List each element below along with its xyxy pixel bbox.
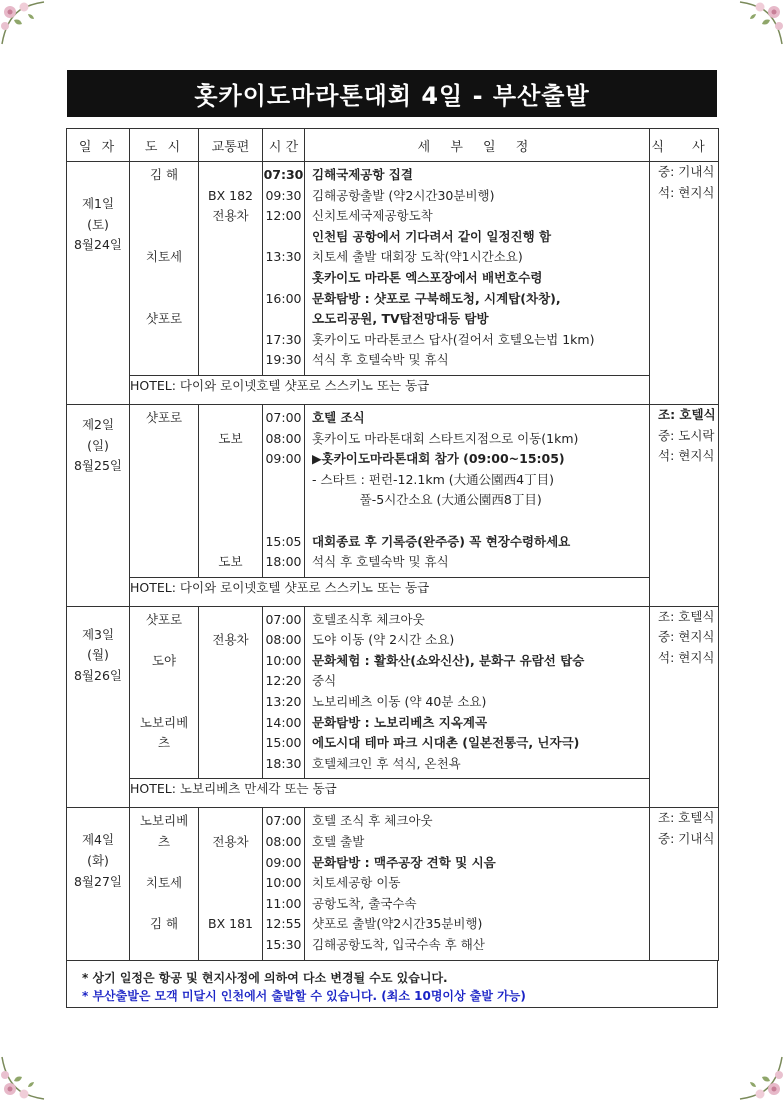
transport-line xyxy=(199,289,262,310)
time-line: 08:00 xyxy=(265,834,302,850)
day-date: 8월27일 xyxy=(73,873,122,889)
day-label: 제2일 xyxy=(81,416,115,432)
transport-line xyxy=(199,165,262,186)
detail-line: 노보리베츠 이동 (약 40분 소요) xyxy=(312,694,487,710)
time-line: 07:00 xyxy=(265,611,302,627)
detail-line: 호텔 조식 xyxy=(312,409,365,425)
transport-line: BX 181 xyxy=(208,916,253,932)
time-cell xyxy=(263,606,305,779)
meal-line: 중: 기내식 xyxy=(658,164,715,179)
time-line: 12:20 xyxy=(265,673,302,689)
city-line xyxy=(130,268,198,289)
notes-box xyxy=(66,961,718,1008)
transport-line xyxy=(199,651,262,672)
day-cell xyxy=(67,606,130,808)
city-line xyxy=(130,853,198,874)
city-cell xyxy=(130,162,199,376)
city-line: 츠 xyxy=(157,834,171,850)
transport-line xyxy=(199,408,262,429)
time-line: 07:00 xyxy=(265,813,302,829)
transport-cell xyxy=(199,808,263,960)
city-line xyxy=(130,227,198,248)
floral-corner-icon xyxy=(0,0,46,46)
city-line xyxy=(130,289,198,310)
detail-cell xyxy=(305,404,650,577)
meal-line: 조: 호텔식 xyxy=(658,406,716,422)
meal-line: 석: 현지식 xyxy=(658,184,715,200)
detail-line: 오도리공원, TV탑전망대등 탐방 xyxy=(312,311,489,327)
time-line: 08:00 xyxy=(265,632,302,648)
hotel-row xyxy=(67,375,719,404)
detail-line: - 스타트 : 펀런-12.1km (大通公園西4丁目) xyxy=(312,471,554,487)
city-line: 샷포로 xyxy=(145,611,183,627)
time-line: 16:00 xyxy=(265,290,302,306)
detail-line: 김해공항도착, 입국수속 후 해산 xyxy=(312,937,485,952)
transport-line: 전용차 xyxy=(212,632,249,648)
detail-line: 대회종료 후 기록증(완주증) 꼭 현장수령하세요 xyxy=(312,533,571,549)
city-line xyxy=(130,206,198,227)
detail-line: 호텔 조식 후 체크아웃 xyxy=(312,813,433,829)
detail-line: 문화탐방 : 샷포로 구북해도청, 시계탑(차창), xyxy=(312,290,561,306)
note-schedule-change: * 상기 일정은 항공 및 현지사정에 의하여 다소 변경될 수도 있습니다. xyxy=(82,971,448,985)
time-line: 09:00 xyxy=(265,451,302,467)
detail-line: 문화탐방 : 맥주공장 견학 및 시음 xyxy=(312,854,496,870)
page-title: 홋카이도마라톤대회 4일 - 부산출발 xyxy=(67,70,717,117)
time-line: 12:55 xyxy=(265,916,302,932)
hotel-info: HOTEL: 다이와 로이넷호텔 샷포로 스스키노 또는 동급 xyxy=(130,375,650,404)
floral-corner-icon xyxy=(738,0,784,46)
transport-line: 도보 xyxy=(218,554,243,570)
time-line: 15:05 xyxy=(265,533,302,549)
meal-line: 조: 호텔식 xyxy=(658,608,715,624)
meal-cell xyxy=(650,808,719,960)
time-line: 07:30 xyxy=(263,167,304,182)
meal-line: 중: 기내식 xyxy=(658,831,715,847)
detail-line: 치토세공항 이동 xyxy=(312,875,401,891)
time-line xyxy=(263,268,304,289)
city-line: 샷포로 xyxy=(145,311,183,327)
transport-cell xyxy=(199,606,263,779)
city-line xyxy=(130,490,198,511)
day-weekday: (화) xyxy=(87,853,109,869)
transport-line xyxy=(199,610,262,631)
transport-line xyxy=(199,894,262,915)
transport-line xyxy=(199,247,262,268)
day-date: 8월25일 xyxy=(73,458,122,474)
detail-line: 문화탐방 : 노보리베츠 지옥계곡 xyxy=(312,714,488,730)
meal-line: 중: 현지식 xyxy=(658,629,715,645)
time-line xyxy=(263,490,304,511)
day-cell xyxy=(67,162,130,405)
detail-line: 인천팀 공항에서 기다려서 같이 일정진행 함 xyxy=(312,228,552,244)
day-date: 8월26일 xyxy=(73,667,122,683)
detail-line: 석식 후 호텔숙박 및 휴식 xyxy=(312,352,449,368)
transport-line: 전용차 xyxy=(212,834,249,850)
day-cell xyxy=(67,808,130,960)
detail-line: 석식 후 호텔숙박 및 휴식 xyxy=(312,554,449,570)
city-line: 노보리베 xyxy=(139,813,189,829)
city-cell xyxy=(130,404,199,577)
city-line: 김 해 xyxy=(149,167,179,182)
header-detail: 세 부 일 정 xyxy=(305,129,650,162)
time-cell xyxy=(263,162,305,376)
meal-cell xyxy=(650,162,719,405)
header-time: 시 간 xyxy=(263,129,305,162)
transport-line xyxy=(199,873,262,894)
time-line: 18:30 xyxy=(265,755,302,771)
city-line xyxy=(130,511,198,532)
detail-line: 홋카이도 마라톤코스 답사(걸어서 호텔오는법 1km) xyxy=(312,331,595,347)
time-line xyxy=(263,470,304,491)
day-label: 제3일 xyxy=(81,626,115,642)
time-line: 15:30 xyxy=(265,937,302,952)
day-row xyxy=(67,162,719,376)
transport-cell xyxy=(199,162,263,376)
day-row xyxy=(67,606,719,779)
detail-line: 도야 이동 (약 2시간 소요) xyxy=(312,632,455,648)
transport-line xyxy=(199,511,262,532)
city-line: 노보리베 xyxy=(139,714,189,730)
detail-line: 호텔 출발 xyxy=(312,834,365,850)
detail-line: 홋카이도 마라톤대회 스타트지점으로 이동(1km) xyxy=(312,430,579,446)
detail-line: 에도시대 테마 파크 시대촌 (일본전통극, 닌자극) xyxy=(312,735,580,751)
time-line: 10:00 xyxy=(265,652,302,668)
time-line: 08:00 xyxy=(265,430,302,446)
meal-line: 중: 도시락 xyxy=(658,427,715,443)
city-line xyxy=(130,671,198,692)
header-day: 일 자 xyxy=(67,129,130,162)
day-row xyxy=(67,404,719,577)
time-cell xyxy=(263,808,305,960)
transport-line: 전용차 xyxy=(212,208,249,224)
transport-line xyxy=(199,754,262,775)
hotel-info: HOTEL: 노보리베츠 만세각 또는 동급 xyxy=(130,779,650,808)
city-line xyxy=(130,350,198,371)
detail-line: 중식 xyxy=(312,673,337,689)
detail-line: 호텔체크인 후 석식, 온천욕 xyxy=(312,755,461,771)
floral-corner-icon xyxy=(0,1055,46,1101)
time-line: 09:00 xyxy=(265,854,302,870)
time-line xyxy=(263,227,304,248)
city-line xyxy=(130,754,198,775)
transport-line xyxy=(199,811,262,832)
city-cell xyxy=(130,606,199,779)
transport-line xyxy=(199,733,262,754)
detail-line: 공항도착, 출국수속 xyxy=(312,895,417,911)
day-weekday: (토) xyxy=(87,216,109,232)
day-cell xyxy=(67,404,130,606)
transport-line xyxy=(199,309,262,330)
detail-line xyxy=(305,511,649,532)
transport-line xyxy=(199,713,262,734)
transport-line: BX 182 xyxy=(208,187,253,203)
city-line xyxy=(130,532,198,553)
city-line: 도야 xyxy=(151,652,177,668)
day-weekday: (일) xyxy=(87,437,109,453)
detail-line: ▶홋카이도마라톤대회 참가 (09:00~15:05) xyxy=(312,451,565,467)
city-line xyxy=(130,186,198,207)
time-line: 12:00 xyxy=(265,208,302,224)
meal-line: 조: 호텔식 xyxy=(658,810,715,826)
day-weekday: (월) xyxy=(87,647,109,663)
city-line: 치토세 xyxy=(145,875,183,891)
detail-line: 풀-5시간소요 (大通公園西8丁目) xyxy=(312,492,542,508)
itinerary-table xyxy=(66,128,719,961)
time-line: 17:30 xyxy=(265,331,302,347)
time-line xyxy=(263,309,304,330)
transport-cell xyxy=(199,404,263,577)
transport-line xyxy=(199,532,262,553)
time-line: 11:00 xyxy=(265,895,302,911)
city-line xyxy=(130,692,198,713)
city-line: 샷포로 xyxy=(145,409,183,425)
floral-corner-icon xyxy=(738,1055,784,1101)
city-line: 김 해 xyxy=(149,916,179,932)
day-label: 제1일 xyxy=(81,196,115,211)
detail-line: 신치토세국제공항도착 xyxy=(312,208,433,224)
header-city: 도 시 xyxy=(130,129,199,162)
city-line: 치토세 xyxy=(145,249,183,265)
time-line: 19:30 xyxy=(265,352,302,368)
detail-line: 문화체험 : 활화산(쇼와신산), 분화구 유람선 탑승 xyxy=(312,652,585,668)
transport-line xyxy=(199,268,262,289)
detail-line: 홋카이도 마라톤 엑스포장에서 배번호수령 xyxy=(312,269,543,285)
time-line: 14:00 xyxy=(265,714,302,730)
time-line: 15:00 xyxy=(265,735,302,751)
city-line xyxy=(130,429,198,450)
meal-cell xyxy=(650,606,719,808)
day-row xyxy=(67,808,719,960)
detail-line: 김해공항출발 (약2시간30분비행) xyxy=(312,187,495,203)
detail-line: 호텔조식후 체크아웃 xyxy=(312,611,425,627)
transport-line xyxy=(199,671,262,692)
hotel-info: HOTEL: 다이와 로이넷호텔 샷포로 스스키노 또는 동급 xyxy=(130,577,650,606)
time-line xyxy=(263,511,304,532)
city-line xyxy=(130,935,198,956)
time-line: 10:00 xyxy=(265,875,302,891)
transport-line xyxy=(199,490,262,511)
transport-line xyxy=(199,935,262,956)
time-line: 07:00 xyxy=(265,409,302,425)
time-line: 09:30 xyxy=(265,187,302,203)
transport-line xyxy=(199,227,262,248)
transport-line xyxy=(199,853,262,874)
detail-cell xyxy=(305,606,650,779)
meal-line: 석: 현지식 xyxy=(658,649,715,665)
city-line xyxy=(130,330,198,351)
header-meal: 식 사 xyxy=(650,129,719,162)
city-line xyxy=(130,894,198,915)
transport-line: 도보 xyxy=(218,430,243,446)
detail-cell xyxy=(305,808,650,960)
detail-line: 치토세 출발 대회장 도착(약1시간소요) xyxy=(312,249,523,265)
transport-line xyxy=(199,350,262,371)
hotel-row xyxy=(67,779,719,808)
time-cell xyxy=(263,404,305,577)
transport-line xyxy=(199,330,262,351)
city-line xyxy=(130,630,198,651)
meal-line: 석: 현지식 xyxy=(658,448,715,464)
city-cell xyxy=(130,808,199,960)
meal-cell xyxy=(650,404,719,606)
transport-line xyxy=(199,692,262,713)
time-line: 13:30 xyxy=(265,249,302,265)
detail-line: 샷포로 출발(약2시간35분비행) xyxy=(312,916,483,932)
header-transport: 교통편 xyxy=(199,129,263,162)
city-line: 츠 xyxy=(157,735,171,751)
table-header-row xyxy=(67,129,719,162)
city-line xyxy=(130,552,198,573)
detail-cell xyxy=(305,162,650,376)
city-line xyxy=(130,470,198,491)
time-line: 18:00 xyxy=(265,554,302,570)
city-line xyxy=(130,449,198,470)
note-departure: * 부산출발은 모객 미달시 인천에서 출발할 수 있습니다. (최소 10명이상 출발 가능) xyxy=(82,989,526,1003)
detail-line: 김해국제공항 집결 xyxy=(312,167,413,182)
hotel-row xyxy=(67,577,719,606)
transport-line xyxy=(199,470,262,491)
time-line: 13:20 xyxy=(265,694,302,710)
day-date: 8월24일 xyxy=(73,237,122,253)
day-label: 제4일 xyxy=(81,832,115,848)
transport-line xyxy=(199,449,262,470)
